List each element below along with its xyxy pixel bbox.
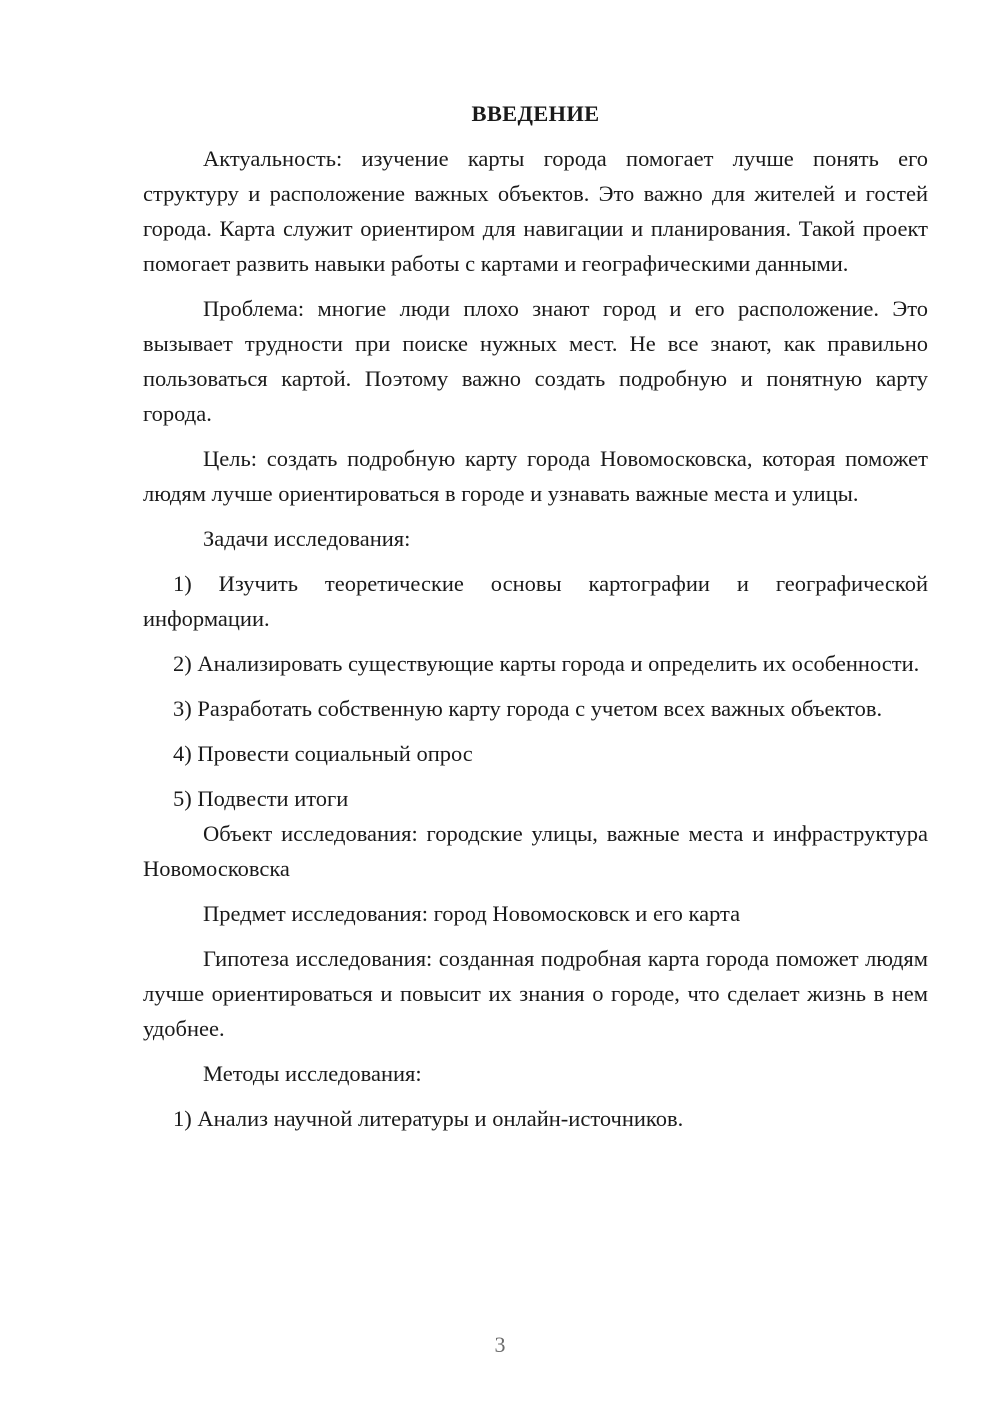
task-item: 1) Изучить теоретические основы картографии и географической информации. (143, 571, 928, 631)
task-item: 3) Разработать собственную карту города с учетом всех важных объектов. (173, 696, 883, 721)
hypothesis-paragraph: Гипотеза исследования: созданная подробная карта города поможет людям лучше ориентироваться и повысит их знания о городе, что сделает жизнь в нем удобнее. (143, 946, 928, 1041)
method-item: 1) Анализ научной литературы и онлайн-источников. (173, 1106, 684, 1131)
tasks-heading: Задачи исследования: (203, 526, 411, 551)
problem-paragraph: Проблема: многие люди плохо знают город и его расположение. Это вызывает трудности при поиске нужных мест. Не все знают, как правильно пользоваться картой. Поэтому важно создать подробную и понятную карту города. (143, 296, 928, 426)
relevance-paragraph: Актуальность: изучение карты города помогает лучше понять его структуру и расположение важных объектов. Это важно для жителей и гостей города. Карта служит ориентиром для навигации и планирования. Такой проект помогает развить навыки работы с картами и географическими данными. (143, 146, 928, 276)
section-title: ВВЕДЕНИЕ (471, 101, 600, 126)
page-number: 3 (494, 1332, 506, 1357)
document-page (143, 96, 928, 1136)
object-paragraph: Объект исследования: городские улицы, важные места и инфраструктура Новомосковска (143, 821, 928, 881)
subject-paragraph: Предмет исследования: город Новомосковск и его карта (203, 901, 741, 926)
task-item: 5) Подвести итоги (173, 786, 349, 811)
methods-heading: Методы исследования: (203, 1061, 422, 1086)
task-item: 2) Анализировать существующие карты города и определить их особенности. (173, 651, 920, 676)
task-item: 4) Провести социальный опрос (173, 741, 473, 766)
goal-paragraph: Цель: создать подробную карту города Новомосковска, которая поможет людям лучше ориентироваться в городе и узнавать важные места и улицы. (143, 446, 928, 506)
